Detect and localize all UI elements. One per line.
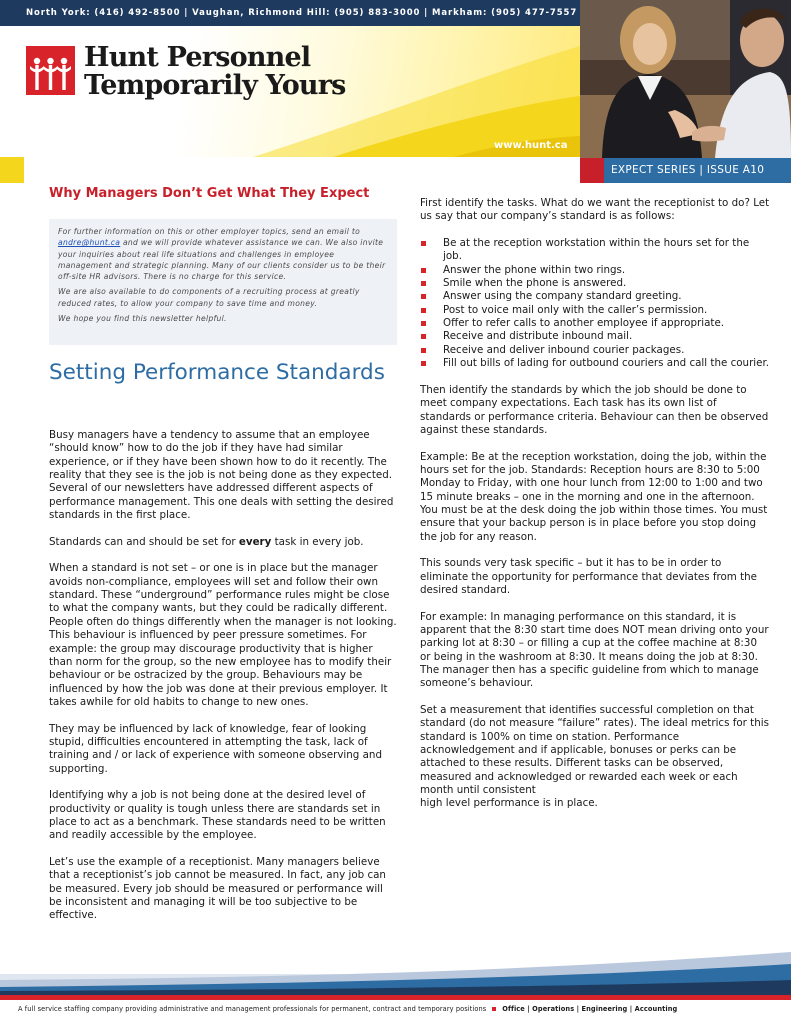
article-paragraph: Identifying why a job is not being done at the desired level of productivity or quality is tough unless there are standards set in place to act as a benchmark. These standards need to be written and readily accessible by the employee. bbox=[49, 789, 386, 842]
article-paragraph-last bbox=[420, 704, 770, 811]
article-title: Setting Performance Standards bbox=[49, 360, 385, 385]
list-item: Receive and deliver inbound courier packages. bbox=[420, 344, 770, 357]
article-paragraph: When a standard is not set – or one is in place but the manager avoids non-compliance, employees will set and follow their own standard. These “underground” performance rules might be close to what the company wants, but they could be radically different. People often do things differently when the manager is not looking. bbox=[49, 562, 397, 628]
logo-line-2: Temporarily Yours bbox=[84, 70, 346, 101]
issue-label: EXPECT SERIES | ISSUE A10 bbox=[604, 158, 791, 183]
logo-line-1: Hunt Personnel bbox=[84, 42, 311, 73]
task-list bbox=[420, 237, 770, 370]
tasks-intro: First identify the tasks. What do we want the receptionist to do? Let us say that our company’s standard is as follows: bbox=[420, 197, 770, 223]
handshake-photo bbox=[580, 0, 791, 158]
article-paragraph: Then identify the standards by which the job should be done to meet company expectations. Each task has its own list of standards or performance criteria. Behaviour can then be observed against these standards. bbox=[420, 383, 769, 436]
info-paragraph-1 bbox=[58, 226, 388, 282]
list-item: Post to voice mail only with the caller’s permission. bbox=[420, 304, 770, 317]
article-right-column bbox=[420, 197, 770, 811]
article-paragraph: This sounds very task specific – but it has to be in order to eliminate the opportunity for performance that deviates from the desired standard. bbox=[420, 557, 757, 596]
email-link[interactable]: andre@hunt.ca bbox=[58, 238, 121, 248]
article-paragraph: Example: Be at the reception workstation, doing the job, within the hours set for the job. Standards: Reception hours are 8:30 to 5:00 Monday to Friday, with one hour lunch from 12:00 to 1:00 and two 15 minute breaks – one in the morning and one in the afternoon. You must be at the desk doing the job within those times. You must ensure that your backup person is in place before you stop doing the job for any reason. bbox=[420, 450, 768, 543]
info-paragraph-2: We are also available to do components of a recruiting process at greatly reduced rates, to allow your company to save time and money. bbox=[58, 287, 360, 308]
issue-accent-block bbox=[580, 158, 604, 183]
list-item: Fill out bills of lading for outbound couriers and call the courier. bbox=[420, 357, 770, 370]
info-paragraph-3: We hope you find this newsletter helpful. bbox=[58, 314, 227, 324]
info-text-after-email: and we will provide whatever assistance we can. We also invite your inquiries about real life situations and challenges in employee management and strategic planning. Many of our clients consider us to be their off-site HR advisors. There is no charge for this service. bbox=[58, 238, 386, 282]
article-paragraph: Busy managers have a tendency to assume that an employee “should know” how to do the job if they have had similar experience, or if they have been shown how to do it recently. The reality that they see is the job is not being done as they expected. Several of our newsletters have addressed different aspects of performance management. This one deals with setting the desired standards in the first place. bbox=[49, 429, 394, 522]
contact-bar: North York: (416) 492-8500 | Vaughan, Richmond Hill: (905) 883-3000 | Markham: (905) 477-7557 bbox=[0, 0, 580, 26]
list-item: Receive and distribute inbound mail. bbox=[420, 330, 770, 343]
last-paragraph-part-b: high level performance is in place. bbox=[420, 797, 598, 810]
hunt-logo-icon bbox=[26, 46, 75, 95]
footer-bullet-icon bbox=[492, 1007, 496, 1011]
article-paragraph: They may be influenced by lack of knowledge, fear of looking stupid, difficulties encountered in attempting the task, lack of training and / or lack of experience with someone observing and supporting. bbox=[49, 722, 382, 775]
newsletter-heading: Why Managers Don’t Get What They Expect bbox=[49, 186, 370, 201]
list-item: Answer using the company standard greeting. bbox=[420, 290, 770, 303]
website-link[interactable]: www.hunt.ca bbox=[494, 140, 568, 151]
standards-paragraph bbox=[49, 536, 399, 549]
footer-description: A full service staffing company providing administrative and management professionals for permanent, contract and temporary positions bbox=[18, 1005, 487, 1013]
article-paragraph: Let’s use the example of a receptionist. Many managers believe that a receptionist’s job cannot be measured. In fact, any job can be measured. Every job should be measured or performance will be inconsistent and managing it will be too subjective to be effective. bbox=[49, 856, 386, 922]
article-paragraph: This behaviour is influenced by peer pressure sometimes. For example: the group may discourage productivity that is higher than norm for the group, so the new employee has to modify their behaviour or be ostracized by the group. Behaviours may be influenced by how the job was done at their previous employer. It takes awhile for old habits to change to new ones. bbox=[49, 629, 392, 708]
article-left-column bbox=[49, 429, 399, 936]
standards-emphasis: every bbox=[238, 535, 272, 548]
standards-text-before: Standards can and should be set for bbox=[49, 535, 239, 548]
list-item: Answer the phone within two rings. bbox=[420, 264, 770, 277]
standards-text-after: task in every job. bbox=[271, 535, 364, 548]
footer-services: Office | Operations | Engineering | Accounting bbox=[502, 1005, 678, 1013]
list-item: Be at the reception workstation within the hours set for the job. bbox=[420, 237, 770, 264]
list-item: Smile when the phone is answered. bbox=[420, 277, 770, 290]
last-paragraph-part-a: Set a measurement that identifies successful completion on that standard (do not measure “failure” rates). The ideal metrics for this standard is 100% on time on station. Performance acknowledgement and if applicable, bonuses or perks can be attached to these results. Different tasks can be observed, measured and acknowledged or rewarded each week or each month until consistent bbox=[420, 704, 769, 797]
article-paragraph: For example: In managing performance on this standard, it is apparent that the 8:30 start time does NOT mean driving onto your parking lot at 8:30 – or filling a cup at the coffee machine at 8:30 or being in the washroom at 8:30. It means doing the job at 8:30. The manager then has a specific guideline from which to manage someone’s behaviour. bbox=[420, 610, 769, 690]
company-logo-text bbox=[84, 44, 346, 100]
footer-line bbox=[18, 1005, 677, 1013]
footer-swoosh bbox=[0, 950, 791, 1000]
info-text-before-email: For further information on this or other employer topics, send an email to bbox=[58, 227, 361, 236]
list-item: Offer to refer calls to another employee if appropriate. bbox=[420, 317, 770, 330]
info-box bbox=[49, 219, 397, 345]
